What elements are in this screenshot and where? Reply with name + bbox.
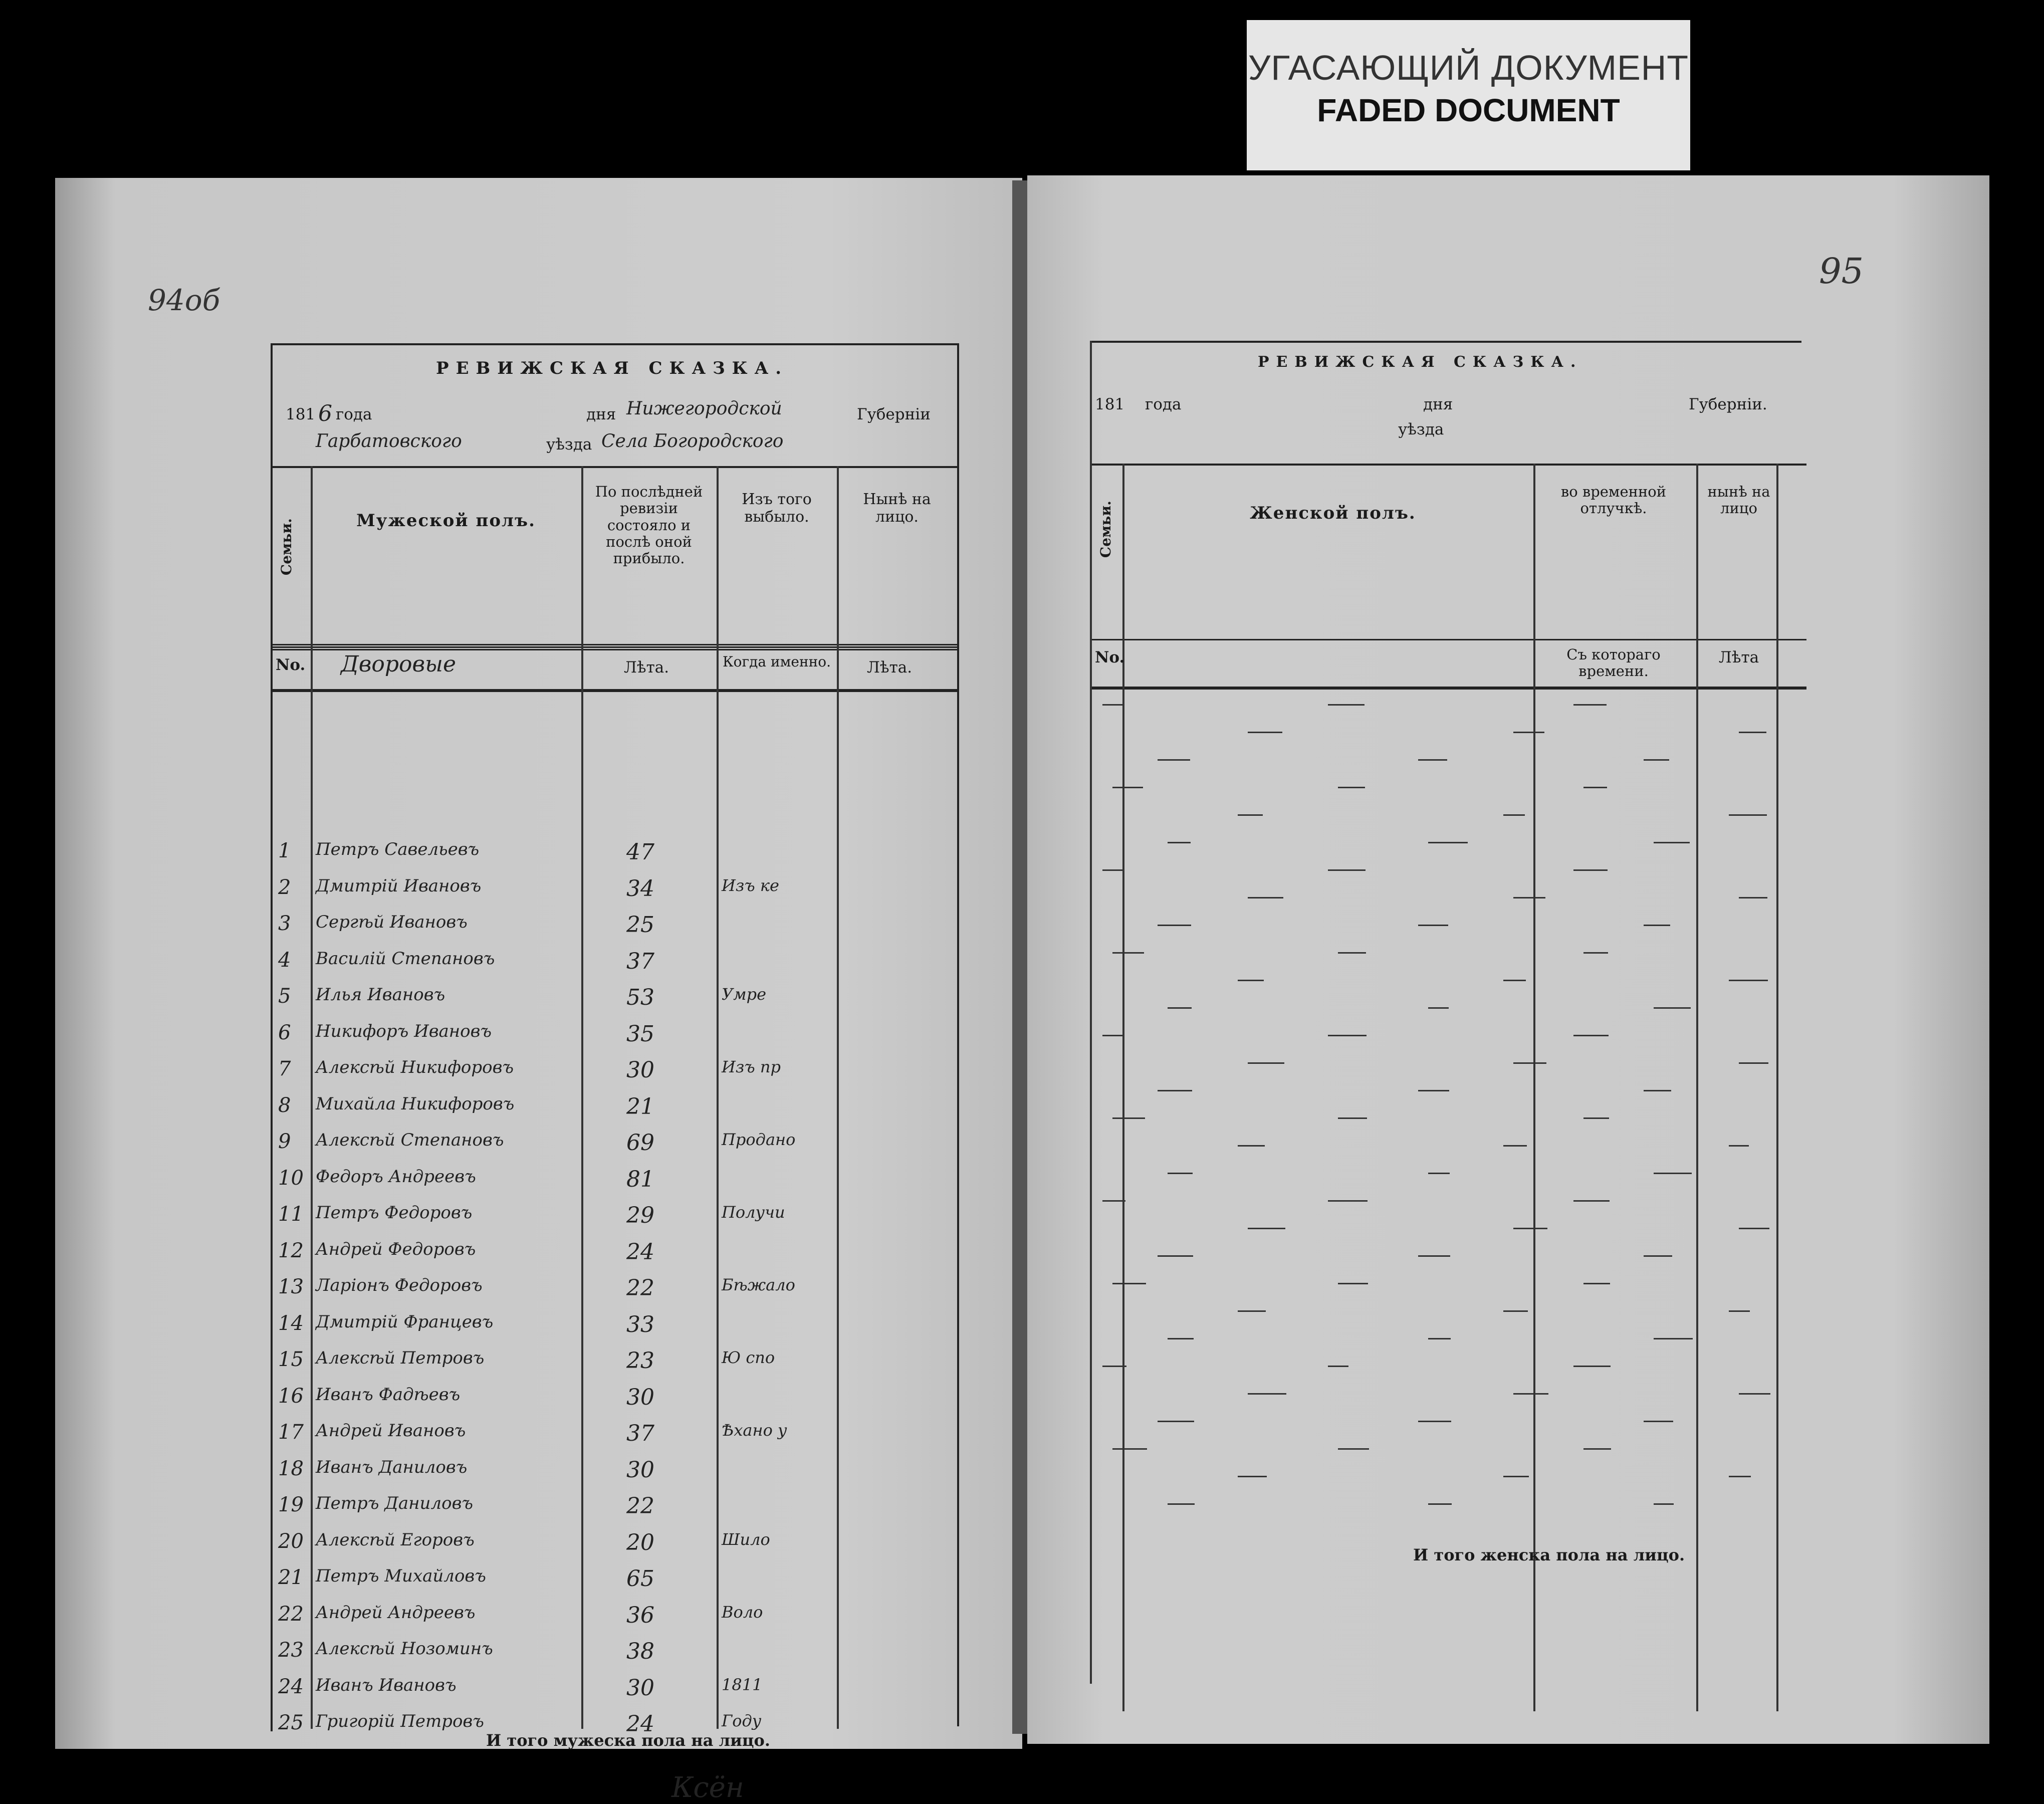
row-name: Алексѣй Степановъ xyxy=(316,1130,504,1150)
dash-mark xyxy=(1503,814,1525,816)
dash-mark xyxy=(1248,897,1283,898)
dash-mark xyxy=(1503,1145,1527,1147)
row-number: 4 xyxy=(278,948,291,972)
row-name: Иванъ Фадѣевъ xyxy=(316,1384,461,1405)
right-col-female: Женской полъ. xyxy=(1250,503,1416,523)
dash-mark xyxy=(1644,925,1670,926)
row-age: 23 xyxy=(626,1348,654,1374)
row-name: Петръ Федоровъ xyxy=(316,1203,473,1223)
row-note: 1811 xyxy=(722,1675,763,1694)
row-number: 10 xyxy=(278,1166,304,1190)
row-name: Ларіонъ Федоровъ xyxy=(316,1275,483,1295)
left-col-male: Мужеской полъ. xyxy=(356,511,536,531)
dash-mark xyxy=(1428,1173,1450,1174)
right-col-family: Семьи. xyxy=(1097,501,1114,558)
dash-mark xyxy=(1338,1117,1367,1119)
left-male-sub-hand: Дворовые xyxy=(341,651,457,677)
right-ages-label: Лѣта xyxy=(1718,648,1759,666)
dash-mark xyxy=(1583,1448,1611,1450)
row-number: 25 xyxy=(278,1711,304,1734)
row-age: 21 xyxy=(626,1093,654,1119)
dash-mark xyxy=(1112,1117,1145,1119)
left-year-hand: 6 xyxy=(318,401,332,426)
dash-mark xyxy=(1573,704,1607,706)
right-footer: И того женска пола на лицо. xyxy=(1413,1545,1685,1564)
dash-mark xyxy=(1328,704,1365,706)
row-name: Алексѣй Егоровъ xyxy=(316,1529,475,1550)
row-name: Илья Ивановъ xyxy=(316,985,445,1005)
dash-mark xyxy=(1583,1117,1609,1119)
dash-mark xyxy=(1158,1421,1194,1422)
dash-mark xyxy=(1328,1366,1348,1367)
row-age: 22 xyxy=(626,1493,654,1519)
row-age: 30 xyxy=(626,1675,654,1701)
dash-mark xyxy=(1418,759,1447,761)
row-age: 37 xyxy=(626,1421,654,1446)
row-number: 13 xyxy=(278,1275,304,1298)
row-age: 38 xyxy=(626,1639,654,1664)
dash-mark xyxy=(1739,1228,1769,1229)
dash-mark xyxy=(1418,925,1448,926)
table-row xyxy=(55,1021,1022,1051)
left-heading: РЕВИЖСКАЯ СКАЗКА. xyxy=(436,358,789,378)
dash-mark xyxy=(1338,787,1365,788)
left-year-prefix: 181 xyxy=(286,405,316,423)
dash-mark xyxy=(1644,1421,1673,1422)
dash-mark xyxy=(1573,869,1608,871)
row-number: 5 xyxy=(278,985,291,1008)
table-row xyxy=(55,1493,1022,1523)
table-row xyxy=(55,1275,1022,1305)
left-col-family: Семьи. xyxy=(278,518,295,576)
table-row xyxy=(55,1530,1022,1560)
table-row xyxy=(55,1094,1022,1124)
dash-mark xyxy=(1428,842,1468,843)
dash-mark xyxy=(1102,704,1122,706)
row-name: Петръ Михайловъ xyxy=(316,1566,486,1586)
row-name: Никифоръ Ивановъ xyxy=(316,1021,492,1041)
dash-mark xyxy=(1112,787,1143,788)
dash-mark xyxy=(1503,980,1526,981)
left-col-last-revision: По послѣдней ревизіи состояло и послѣ оной прибыло. xyxy=(595,483,703,567)
left-province-hand: Нижегородской xyxy=(626,398,782,419)
row-age: 20 xyxy=(626,1529,654,1555)
dash-mark xyxy=(1248,1228,1285,1229)
dash-mark xyxy=(1238,1310,1266,1312)
row-number: 24 xyxy=(278,1675,304,1698)
right-day-word: дня xyxy=(1423,395,1453,413)
table-row xyxy=(55,1057,1022,1087)
row-name: Сергѣй Ивановъ xyxy=(316,912,468,932)
left-col-present: Нынѣ на лицо. xyxy=(863,491,931,526)
table-row xyxy=(55,1639,1022,1669)
dash-mark xyxy=(1513,732,1544,733)
row-number: 8 xyxy=(278,1093,291,1117)
table-row xyxy=(55,1675,1022,1705)
row-number: 7 xyxy=(278,1057,291,1080)
row-number: 22 xyxy=(278,1602,304,1626)
row-number: 9 xyxy=(278,1130,291,1153)
dash-mark xyxy=(1644,1090,1671,1091)
row-age: 47 xyxy=(626,839,654,865)
dash-mark xyxy=(1644,759,1669,761)
left-footer: И того мужеска пола на лицо. xyxy=(486,1731,770,1750)
dash-mark xyxy=(1739,1062,1768,1064)
dash-mark xyxy=(1583,1283,1610,1284)
left-folio: 94об xyxy=(148,283,220,317)
row-number: 12 xyxy=(278,1239,304,1262)
dash-mark xyxy=(1338,952,1366,954)
row-note: Изъ ке xyxy=(722,875,779,895)
dash-mark xyxy=(1583,787,1607,788)
dash-mark xyxy=(1503,1310,1528,1312)
table-row xyxy=(55,1566,1022,1596)
row-name: Петръ Даниловъ xyxy=(316,1493,474,1513)
faded-document-stamp xyxy=(1247,20,1690,170)
row-age: 35 xyxy=(626,1021,654,1047)
dash-mark xyxy=(1654,1007,1691,1009)
dash-mark xyxy=(1248,1393,1286,1395)
right-heading: РЕВИЖСКАЯ СКАЗКА. xyxy=(1258,353,1583,371)
row-number: 23 xyxy=(278,1639,304,1662)
row-age: 36 xyxy=(626,1602,654,1628)
dash-mark xyxy=(1428,1007,1449,1009)
dash-mark xyxy=(1328,1035,1367,1036)
dash-mark xyxy=(1503,1476,1529,1477)
dash-mark xyxy=(1654,1503,1674,1505)
row-name: Алексѣй Никифоровъ xyxy=(316,1057,514,1077)
row-number: 20 xyxy=(278,1529,304,1553)
right-col-present: нынѣ на лицо xyxy=(1707,483,1770,517)
row-note: Умре xyxy=(722,985,767,1004)
dash-mark xyxy=(1338,1283,1368,1284)
table-row xyxy=(55,1130,1022,1160)
row-age: 65 xyxy=(626,1566,654,1592)
right-year-word: года xyxy=(1145,395,1182,413)
row-name: Иванъ Даниловъ xyxy=(316,1457,468,1477)
left-when-label: Когда именно. xyxy=(722,653,831,670)
dash-mark xyxy=(1573,1035,1609,1036)
row-number: 1 xyxy=(278,839,291,862)
row-number: 19 xyxy=(278,1493,304,1516)
table-row xyxy=(55,1385,1022,1415)
dash-mark xyxy=(1248,732,1282,733)
row-note: Воло xyxy=(722,1602,763,1622)
dash-mark xyxy=(1583,952,1608,954)
row-note: Ѣхано у xyxy=(722,1421,787,1440)
dash-mark xyxy=(1573,1366,1611,1367)
dash-mark xyxy=(1102,1200,1125,1202)
row-name: Иванъ Ивановъ xyxy=(316,1675,457,1695)
table-row xyxy=(55,1239,1022,1269)
row-name: Григорій Петровъ xyxy=(316,1711,484,1731)
row-age: 30 xyxy=(626,1057,654,1083)
dash-mark xyxy=(1573,1200,1610,1202)
dash-mark xyxy=(1168,1503,1195,1505)
row-name: Федоръ Андреевъ xyxy=(316,1166,476,1187)
row-note: Продано xyxy=(722,1130,796,1149)
left-day-word: дня xyxy=(586,405,616,423)
dash-mark xyxy=(1654,1173,1692,1174)
dash-mark xyxy=(1729,814,1767,816)
table-row xyxy=(55,1421,1022,1451)
right-page xyxy=(1027,175,1989,1744)
dash-mark xyxy=(1238,814,1263,816)
dash-mark xyxy=(1158,1255,1193,1257)
row-note: Получи xyxy=(722,1203,785,1222)
row-number: 11 xyxy=(278,1203,304,1226)
row-name: Дмитрій Францевъ xyxy=(316,1311,494,1332)
table-row xyxy=(55,1348,1022,1378)
right-folio: 95 xyxy=(1819,251,1864,292)
row-name: Андрей Ивановъ xyxy=(316,1421,466,1441)
left-page xyxy=(55,178,1022,1804)
dash-mark xyxy=(1729,1310,1750,1312)
dash-mark xyxy=(1418,1255,1450,1257)
left-ages-label: Лѣта. xyxy=(624,658,669,676)
left-ages-label-2: Лѣта. xyxy=(867,658,913,676)
row-number: 16 xyxy=(278,1384,304,1408)
right-col-absent: во временной отлучкѣ. xyxy=(1560,483,1667,517)
dash-mark xyxy=(1168,1007,1192,1009)
right-province-word: Губерніи. xyxy=(1689,395,1767,413)
left-year-word: года xyxy=(336,405,372,423)
dash-mark xyxy=(1102,869,1123,871)
table-row xyxy=(55,1457,1022,1487)
dash-mark xyxy=(1729,1476,1751,1477)
row-name: Петръ Савельевъ xyxy=(316,839,480,859)
dash-mark xyxy=(1654,842,1690,843)
dash-mark xyxy=(1654,1338,1693,1339)
dash-mark xyxy=(1238,1145,1265,1147)
row-age: 81 xyxy=(626,1166,654,1192)
row-note: Бѣжало xyxy=(722,1275,795,1294)
dash-mark xyxy=(1418,1090,1449,1091)
dash-mark xyxy=(1729,980,1768,981)
dash-mark xyxy=(1513,1062,1546,1064)
row-number: 2 xyxy=(278,875,291,899)
row-age: 30 xyxy=(626,1384,654,1410)
dash-mark xyxy=(1102,1366,1126,1367)
row-age: 29 xyxy=(626,1203,654,1228)
dash-mark xyxy=(1739,897,1767,898)
dash-mark xyxy=(1168,1173,1193,1174)
row-age: 24 xyxy=(626,1711,654,1737)
row-number: 14 xyxy=(278,1311,304,1335)
left-district-word: уѣзда xyxy=(546,435,592,454)
right-col-since: Съ котораго времени. xyxy=(1566,646,1661,680)
table-row xyxy=(55,1603,1022,1633)
dash-mark xyxy=(1428,1503,1452,1505)
dash-mark xyxy=(1644,1255,1672,1257)
row-note: Изъ пр xyxy=(722,1057,781,1076)
table-row xyxy=(55,949,1022,979)
dash-mark xyxy=(1328,1200,1368,1202)
dash-mark xyxy=(1168,842,1191,843)
dash-mark xyxy=(1168,1338,1194,1339)
dash-mark xyxy=(1513,897,1545,898)
dash-mark xyxy=(1112,1283,1146,1284)
dash-mark xyxy=(1158,759,1190,761)
row-age: 69 xyxy=(626,1130,654,1156)
table-row xyxy=(55,985,1022,1015)
stamp-en-text: FADED DOCUMENT xyxy=(1317,92,1620,128)
row-name: Василій Степановъ xyxy=(316,948,495,969)
dash-mark xyxy=(1729,1145,1749,1147)
left-no-label: No. xyxy=(276,656,306,674)
row-number: 6 xyxy=(278,1021,291,1044)
row-age: 30 xyxy=(626,1457,654,1483)
row-age: 37 xyxy=(626,948,654,974)
row-number: 18 xyxy=(278,1457,304,1480)
row-note: Ю спо xyxy=(722,1348,775,1367)
row-name: Алексѣй Нозоминъ xyxy=(316,1639,493,1659)
row-number: 17 xyxy=(278,1421,304,1444)
row-note: Году xyxy=(722,1711,762,1730)
right-no-label: No. xyxy=(1095,648,1125,666)
dash-mark xyxy=(1158,925,1191,926)
dash-mark xyxy=(1238,980,1264,981)
table-row xyxy=(55,912,1022,942)
row-note: Шило xyxy=(722,1529,770,1549)
dash-mark xyxy=(1418,1421,1451,1422)
dash-mark xyxy=(1513,1228,1547,1229)
row-number: 15 xyxy=(278,1348,304,1371)
dash-mark xyxy=(1238,1476,1267,1477)
right-year-prefix: 181 xyxy=(1095,395,1125,413)
table-row xyxy=(55,839,1022,869)
row-age: 53 xyxy=(626,985,654,1010)
table-row xyxy=(55,876,1022,906)
table-row xyxy=(55,1167,1022,1197)
table-row xyxy=(55,1312,1022,1342)
right-district-word: уѣзда xyxy=(1398,420,1444,438)
dash-mark xyxy=(1158,1090,1192,1091)
left-province-word: Губерніи xyxy=(857,405,931,423)
left-village-hand: Села Богородского xyxy=(601,431,784,452)
dash-mark xyxy=(1428,1338,1451,1339)
row-age: 22 xyxy=(626,1275,654,1301)
left-district-hand: Гарбатовского xyxy=(316,431,462,452)
dash-mark xyxy=(1328,869,1366,871)
row-name: Дмитрій Ивановъ xyxy=(316,875,482,896)
row-name: Михайла Никифоровъ xyxy=(316,1093,515,1114)
table-row xyxy=(55,1203,1022,1233)
row-name: Андрей Федоровъ xyxy=(316,1239,476,1259)
dash-mark xyxy=(1248,1062,1284,1064)
row-name: Алексѣй Петровъ xyxy=(316,1348,485,1368)
row-number: 21 xyxy=(278,1566,304,1589)
left-col-departed: Изъ того выбыло. xyxy=(742,491,812,526)
dash-mark xyxy=(1112,952,1144,954)
row-name: Андрей Андреевъ xyxy=(316,1602,476,1623)
row-age: 34 xyxy=(626,875,654,901)
row-number: 3 xyxy=(278,912,291,935)
dash-mark xyxy=(1513,1393,1548,1395)
left-signature: Ксён xyxy=(671,1771,744,1804)
dash-mark xyxy=(1739,732,1766,733)
stamp-ru-text: УГАСАЮЩИЙ ДОКУМЕНТ xyxy=(1248,48,1689,87)
dash-mark xyxy=(1338,1448,1369,1450)
dash-mark xyxy=(1739,1393,1770,1395)
row-age: 33 xyxy=(626,1311,654,1337)
dash-mark xyxy=(1112,1448,1147,1450)
dash-mark xyxy=(1102,1035,1124,1036)
row-age: 24 xyxy=(626,1239,654,1265)
row-age: 25 xyxy=(626,912,654,938)
